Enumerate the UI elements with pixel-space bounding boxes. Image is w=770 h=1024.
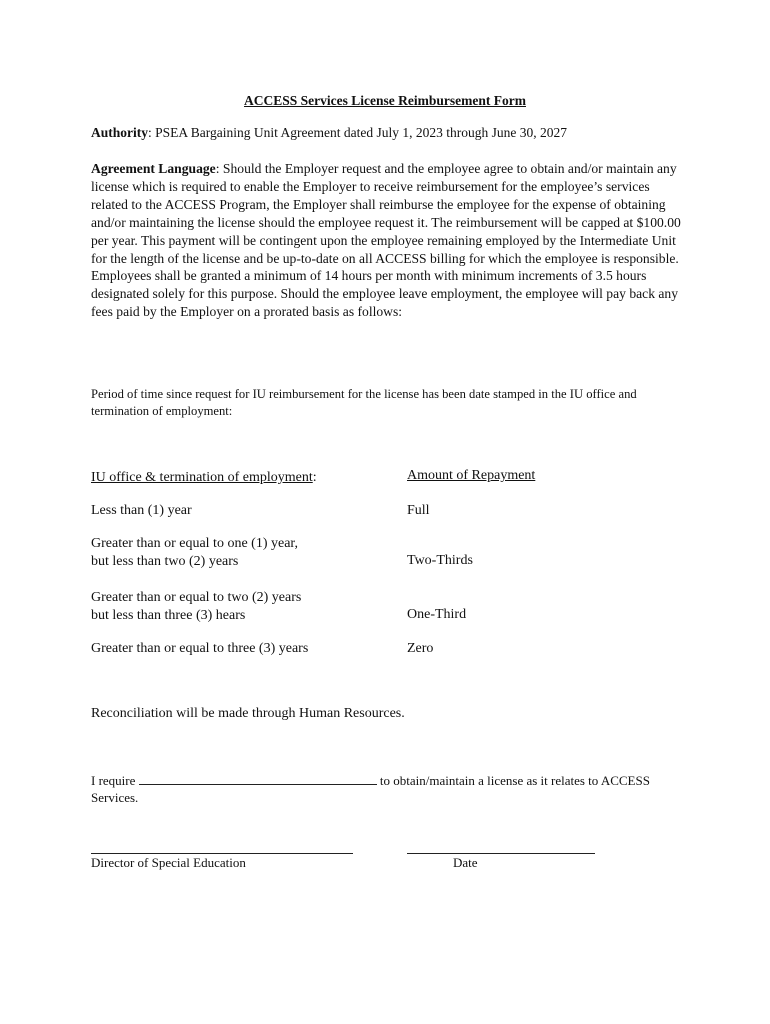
period-line: Greater than or equal to one (1) year, (91, 536, 299, 551)
period-line: but less than three (3) hears (91, 607, 246, 623)
require-suffix: to obtain/maintain a license as it relates to ACCESS Services. (91, 773, 650, 805)
date-signature-line[interactable] (407, 853, 595, 854)
agreement-text: : Should the Employer request and the employee agree to obtain and/or maintain any license which is required to enable the Employer to receive reimbursement for the employee’s services related to the ACCESS Program, the Employer shall reimburse the employee for the expense of obtaining and/or maintaining the license should the employee request it. The reimbursement will be capped at $100.00 per year. This payment will be contingent upon the employee remaining employed by the Intermediate Unit for the length of the license and be up-to-date on all ACCESS billing for which the employee is responsible. Employees shall be granted a minimum of 14 hours per month with minimum increments of 3.5 hours designated solely for this purpose. Should the employee leave employment, the employee will pay back any fees paid by the Employer on a prorated basis as follows: (91, 161, 681, 320)
reconciliation-note: Reconciliation will be made through Human Resources. (91, 706, 405, 721)
table-row-amount: One-Third (407, 607, 467, 622)
col1-header (91, 468, 317, 486)
authority-text: : PSEA Bargaining Unit Agreement dated July 1, 2023 through June 30, 2027 (148, 125, 567, 140)
col1-header-colon: : (312, 470, 317, 485)
table-row-period (91, 640, 308, 658)
require-blank[interactable] (139, 773, 377, 785)
authority-label: Authority (91, 125, 148, 140)
director-signature-line[interactable] (91, 853, 353, 854)
table-row-amount: Two-Thirds (407, 553, 473, 568)
table-row-amount: Full (407, 503, 430, 518)
table-row-period (91, 535, 298, 570)
table-row-amount: Zero (407, 641, 434, 656)
authority-line (91, 125, 567, 141)
col2-header: Amount of Repayment (407, 468, 536, 483)
table-row-period (91, 589, 301, 624)
agreement-paragraph (91, 160, 686, 321)
director-signature-label: Director of Special Education (91, 855, 246, 870)
period-line: Less than (1) year (91, 503, 192, 518)
period-line: Greater than or equal to three (3) years (91, 641, 309, 656)
col1-header-text: IU office & termination of employment (91, 470, 313, 485)
period-line: Greater than or equal to two (2) years (91, 590, 302, 605)
agreement-label: Agreement Language (91, 161, 216, 176)
date-label: Date (453, 855, 478, 870)
require-prefix: I require (91, 773, 136, 788)
form-title: ACCESS Services License Reimbursement Form (244, 93, 526, 108)
require-statement (91, 772, 691, 806)
period-line: but less than two (2) years (91, 553, 239, 569)
period-description: Period of time since request for IU reimbursement for the license has been date stamped in the IU office and termination of employment: (91, 387, 637, 418)
table-row-period (91, 502, 192, 520)
